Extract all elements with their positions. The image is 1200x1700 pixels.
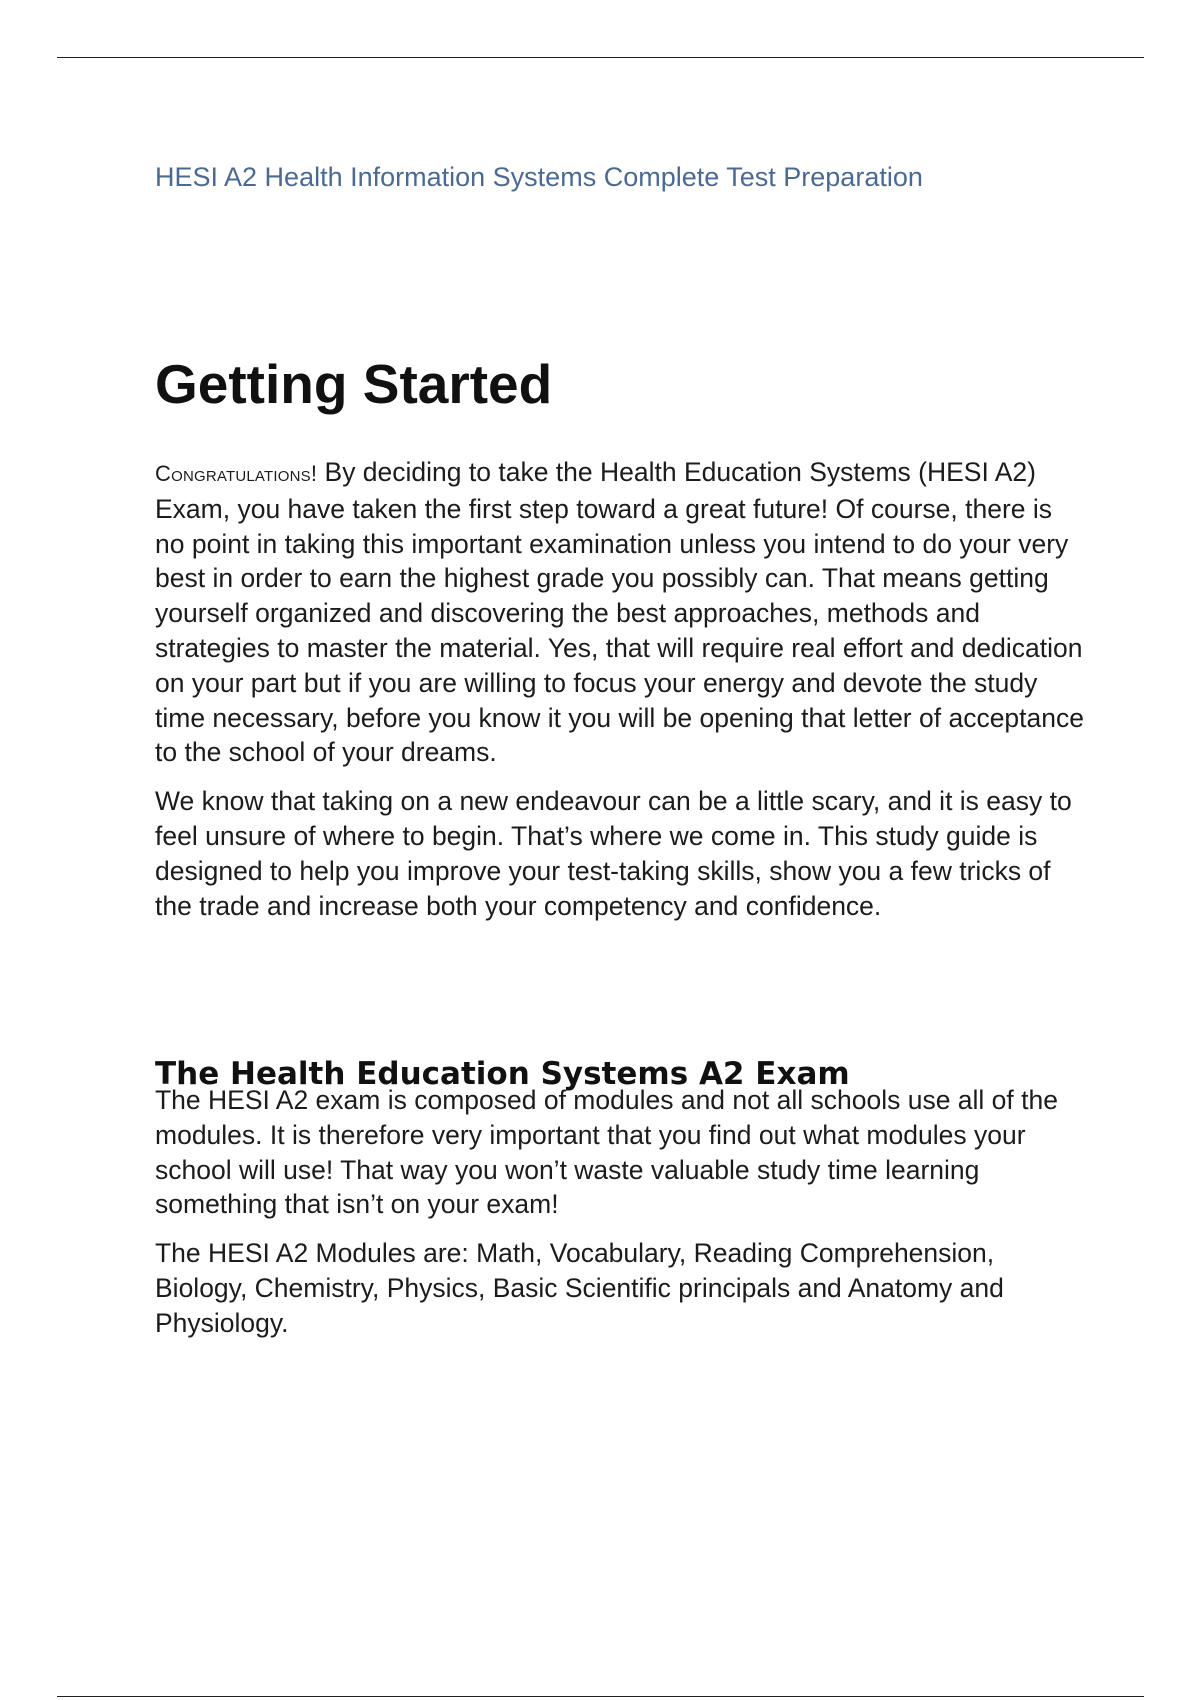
exam-paragraph-1: The HESI A2 exam is composed of modules and not all schools use all of the modules. It is therefore very important that you find out what modules your school will use! That way you won’t waste valuable study time learning something that isn’t on your exam! [155,1085,1058,1220]
intro-lead: Congratulations! [155,461,318,486]
page-title: Getting Started [155,352,553,415]
intro-section [155,455,1085,937]
intro-paragraph-2: We know that taking on a new endeavour can be a little scary, and it is easy to feel unsure of where to begin. That’s where we come in. This study guide is designed to help you improve your test-taking skills, show you a few tricks of the trade and increase both your competency and confidence. [155,786,1072,921]
exam-section [155,1083,1085,1355]
exam-paragraph-2: The HESI A2 Modules are: Math, Vocabulary, Reading Comprehension, Biology, Chemistry, Physics, Basic Scientific principals and Anatomy and Physiology. [155,1238,1004,1338]
section-heading: The Health Education Systems A2 Exam [155,1055,850,1092]
intro-paragraph-1-text: By deciding to take the Health Education Systems (HESI A2) Exam, you have taken the first step toward a great future! Of course, there is no point in taking this important examination unless you intend to do your very best in order to earn the highest grade you possibly can. That means getting yourself organized and discovering the best approaches, methods and strategies to master the material. Yes, that will require real effort and dedication on your part but if you are willing to focus your energy and devote the study time necessary, before you know it you will be opening that letter of acceptance to the school of your dreams. [155,457,1085,768]
document-header: HESI A2 Health Information Systems Complete Test Preparation [155,162,923,192]
top-rule [57,57,1144,58]
intro-paragraph-1 [155,455,1085,770]
bottom-rule [57,1696,1144,1697]
